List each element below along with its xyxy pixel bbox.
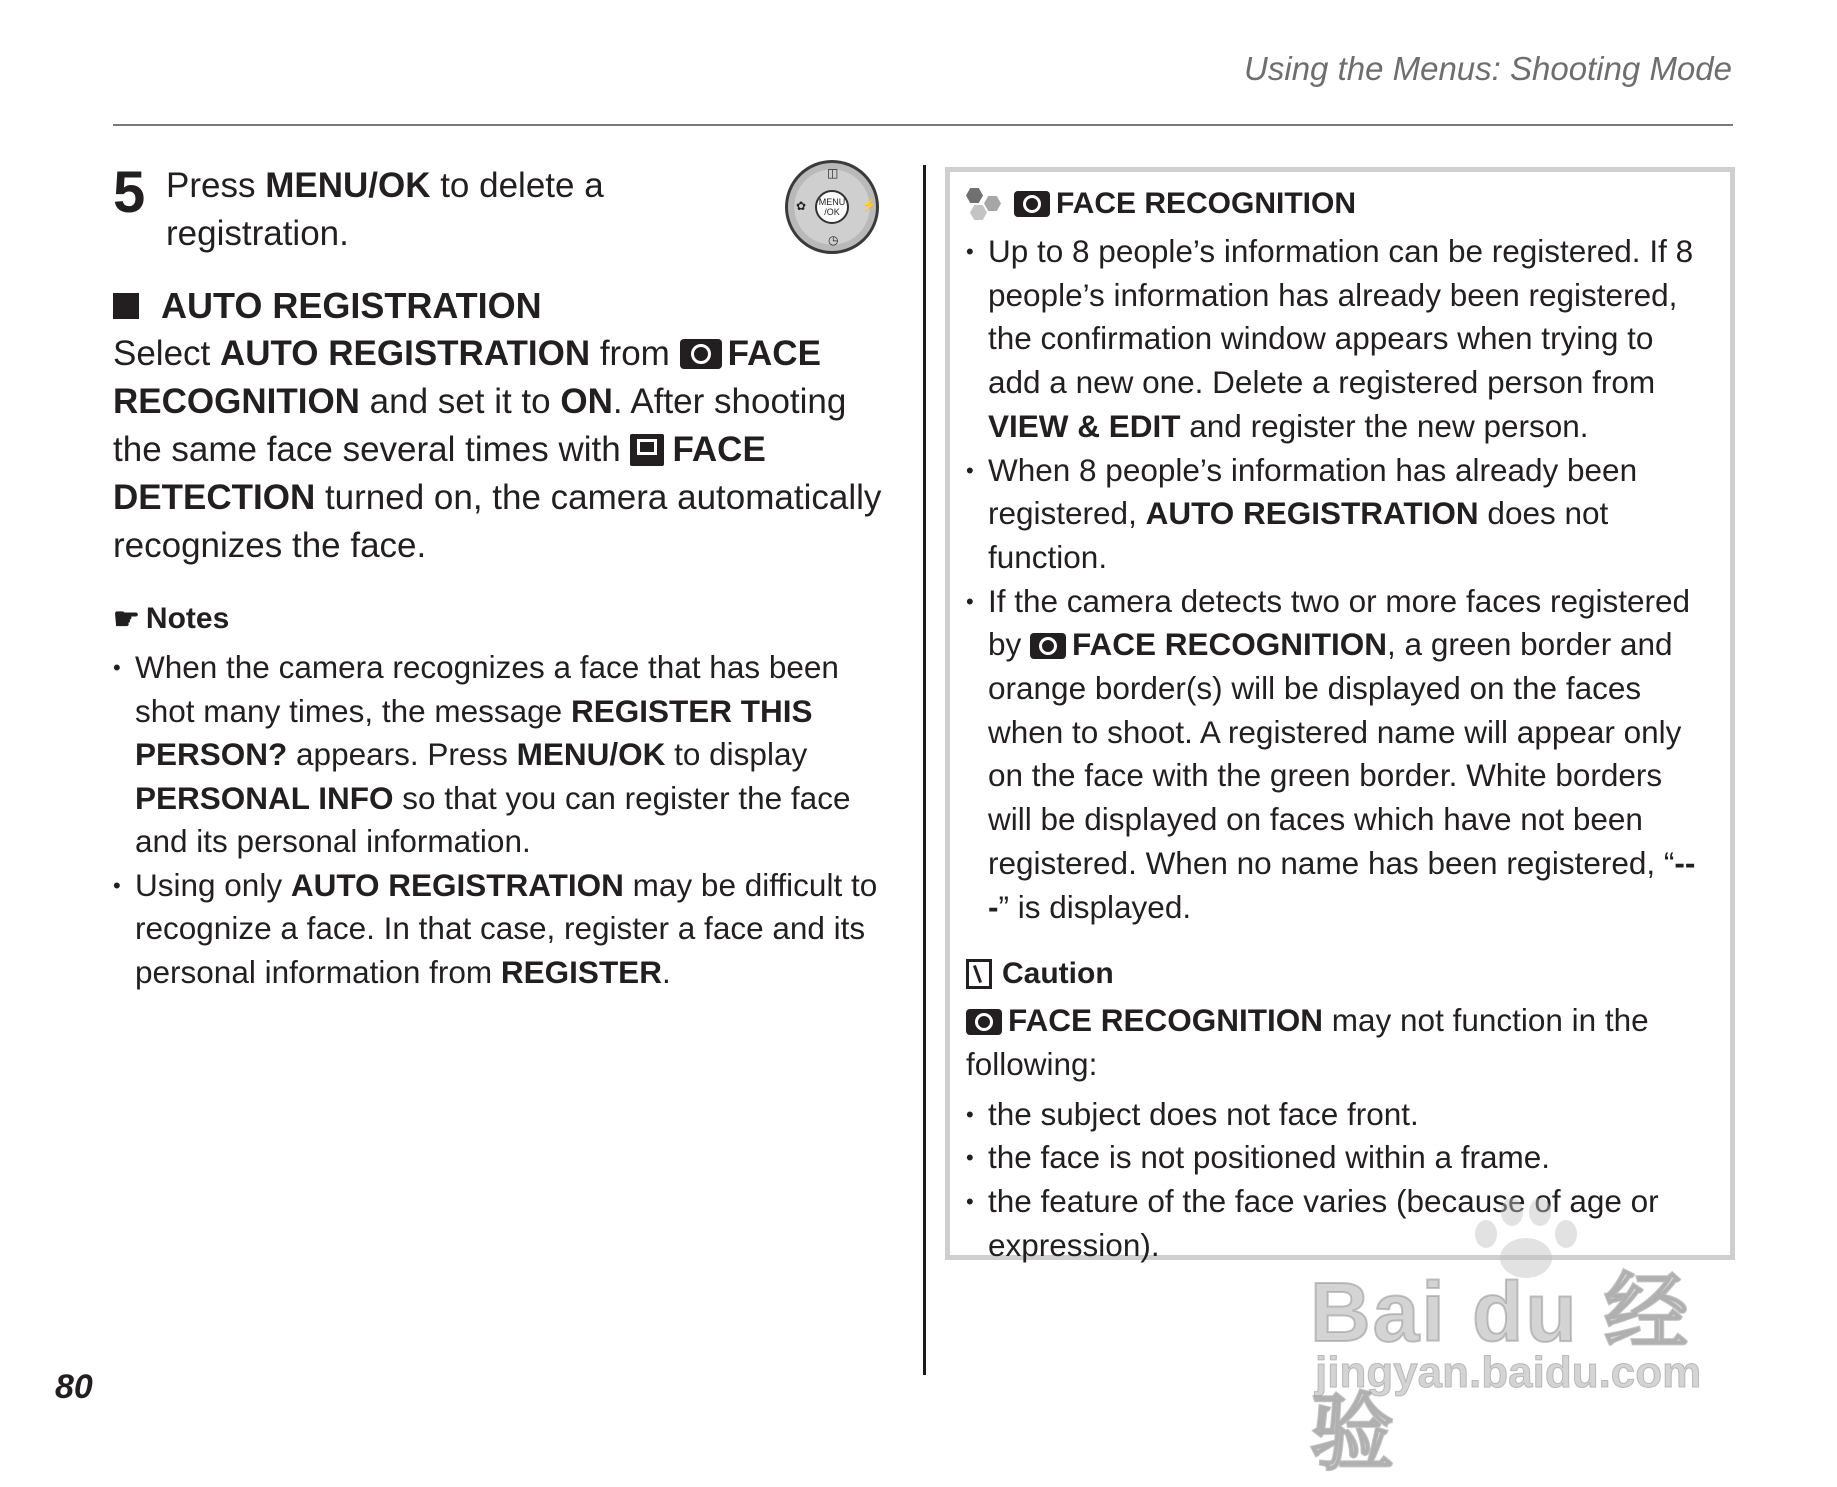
pointing-hand-icon: ☛: [113, 602, 140, 636]
face-recognition-icon: [1014, 191, 1050, 217]
dial-center-label: MENU /OK: [815, 190, 849, 224]
page-number: 80: [55, 1368, 93, 1406]
header-rule: [113, 124, 1733, 126]
face-recognition-icon: [680, 339, 722, 369]
list-item: • If the camera detects two or more faces registered by FACE RECOGNITION, a green border and orange border(s) will be displayed on the faces when to shoot. A registered name will appear only on the face with the green border. White borders will be displayed on faces which have not been registered. When no name has been registered, “---” is displayed.: [966, 580, 1714, 930]
trash-icon: ◫: [827, 166, 839, 180]
watermark-url: jingyan.baidu.com: [1315, 1348, 1702, 1397]
list-item: • Using only AUTO REGISTRATION may be difficult to recognize a face. In that case, register a face and its personal information from REGISTER.: [113, 864, 883, 995]
caution-icon: [966, 959, 992, 989]
notes-list: [113, 646, 883, 994]
menu-ok-dial-icon: [785, 160, 879, 254]
baidu-watermark: [1310, 1190, 1750, 1480]
face-recognition-icon: [966, 1009, 1002, 1035]
list-item: • the feature of the face varies (because of age or expression).: [966, 1180, 1714, 1267]
column-divider: [923, 165, 926, 1375]
list-item: • the subject does not face front.: [966, 1093, 1714, 1137]
caution-heading: Caution: [966, 953, 1714, 995]
page-header-title: Using the Menus: Shooting Mode: [1244, 50, 1732, 87]
step-text: Press MENU/OK to delete a registration.: [166, 166, 604, 253]
square-bullet-icon: [113, 293, 139, 319]
list-item: • When the camera recognizes a face that has been shot many times, the message REGISTER THIS PERSON? appears. Press MENU/OK to display PERSONAL INFO so that you can register the face and its personal information.: [113, 646, 883, 864]
face-detection-icon: [630, 434, 664, 466]
auto-registration-body: Select AUTO REGISTRATION from FACE RECOGNITION and set it to ON. After shooting the same face several times with FACE DETECTION turned on, the camera automatically recognizes the face.: [113, 334, 882, 565]
flash-icon: ⚡: [862, 198, 877, 212]
face-recognition-info-box: [945, 167, 1735, 1263]
face-recognition-icon: [1030, 633, 1066, 659]
box-list: [966, 230, 1714, 929]
hexagon-tip-icon: [966, 186, 1004, 222]
box-heading: FACE RECOGNITION: [966, 184, 1714, 224]
notes-heading: ☛ Notes: [113, 602, 230, 636]
macro-icon: ✿: [796, 199, 807, 213]
step-5: [113, 160, 883, 270]
self-timer-icon: ◷: [828, 233, 839, 247]
left-column: [113, 160, 883, 994]
watermark-main-text: Bai du 经验: [1310, 1265, 1691, 1480]
auto-registration-heading: AUTO REGISTRATION: [113, 282, 883, 330]
list-item: • When 8 people’s information has already been registered, AUTO REGISTRATION does not function.: [966, 449, 1714, 580]
list-item: • the face is not positioned within a frame.: [966, 1136, 1714, 1180]
step-number: 5: [113, 160, 146, 225]
caution-text: FACE RECOGNITION may not function in the following:: [966, 1002, 1649, 1082]
list-item: • Up to 8 people’s information can be registered. If 8 people’s information has already been registered, the confirmation window appears when trying to add a new one. Delete a registered person from VIEW & EDIT and register the new person.: [966, 230, 1714, 449]
